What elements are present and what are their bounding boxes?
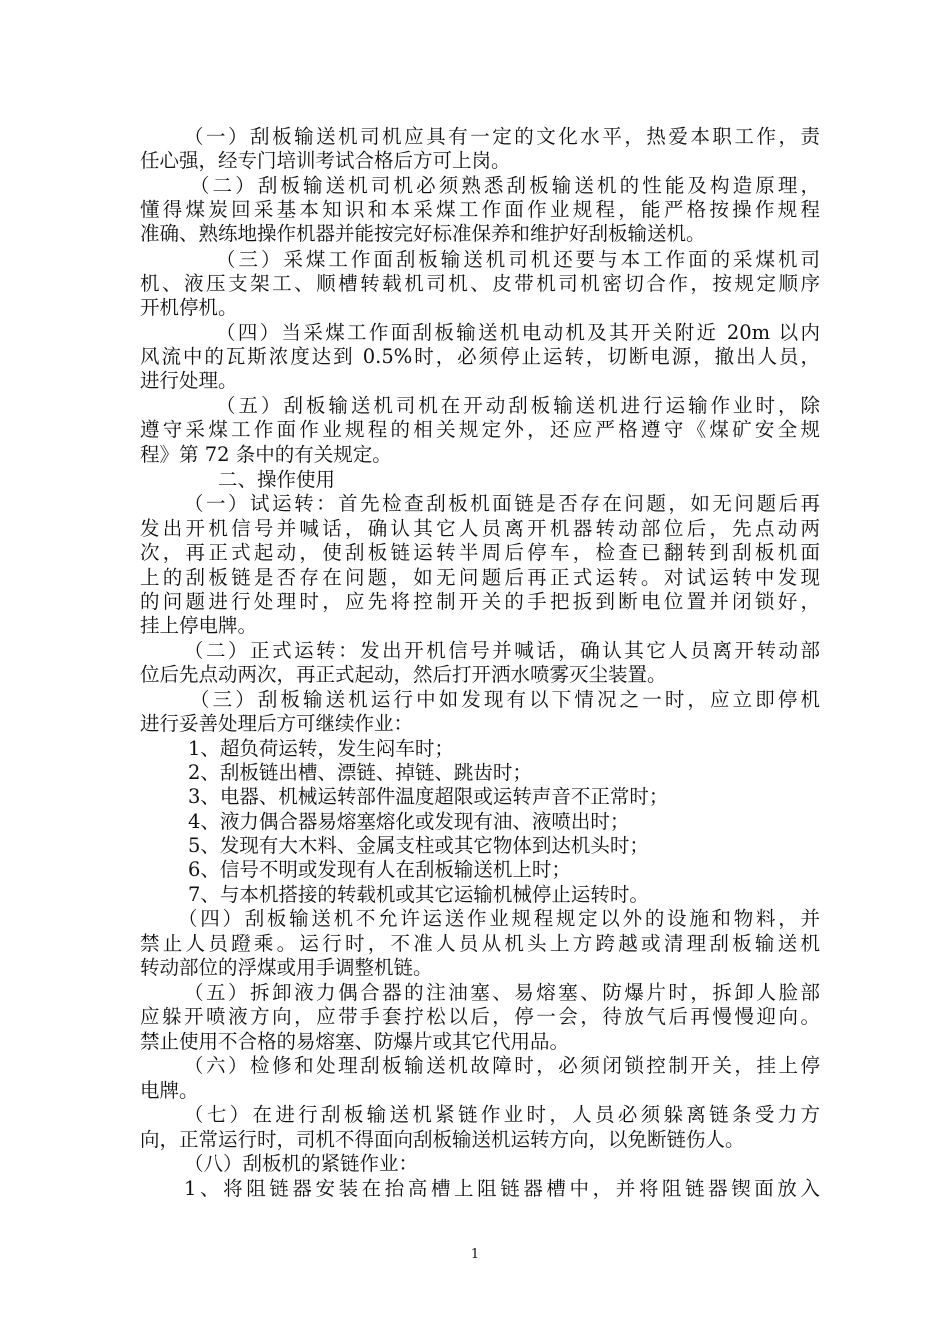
text-line: （八）刮板机的紧链作业： — [184, 1152, 419, 1175]
list-item: 6、信号不明或发现有人在刮板输送机上时； — [188, 858, 571, 881]
text-line: （七）在进行刮板输送机紧链作业时，人员必须躲离链条受力方 — [184, 1103, 820, 1126]
text-line: 程》第 72 条中的有关规定。 — [140, 443, 392, 466]
text-line: （一）试运转：首先检查刮板机面链是否存在问题，如无问题后再 — [184, 492, 820, 515]
text-line: 禁止人员蹬乘。运行时，不准人员从机头上方跨越或清理刮板输送机 — [140, 932, 820, 955]
list-item: 2、刮板链出槽、漂链、掉链、跳齿时； — [188, 761, 532, 784]
text-line: 懂得煤炭回采基本知识和本采煤工作面作业规程，能严格按操作规程 — [140, 198, 820, 221]
text-line: 电牌。 — [140, 1079, 199, 1102]
text-line: 准确、熟练地操作机器并能按完好标准保养和维护好刮板输送机。 — [140, 222, 706, 245]
list-item: 3、电器、机械运转部件温度超限或运转声音不正常时； — [188, 785, 669, 808]
list-item: 1、将阻链器安装在抬高槽上阻链器槽中，并将阻链器锲面放入 — [184, 1177, 820, 1200]
text-line: 风流中的瓦斯浓度达到 0.5%时，必须停止运转，切断电源，撤出人员， — [140, 345, 820, 368]
text-line: （五）拆卸液力偶合器的注油塞、易熔塞、防爆片时，拆卸人脸部 — [184, 981, 820, 1004]
text-line: （四）当采煤工作面刮板输送机电动机及其开关附近 20m 以内 — [216, 321, 820, 344]
text-line: 上的刮板链是否存在问题，如无问题后再正式运转。对试运转中发现 — [140, 566, 820, 589]
list-item: 1、超负荷运转，发生闷车时； — [188, 737, 454, 760]
text-line: 进行处理。 — [140, 369, 238, 392]
text-line: （二）正式运转：发出开机信号并喊话，确认其它人员离开转动部 — [184, 639, 820, 662]
text-line: 开机停机。 — [140, 296, 238, 319]
text-line: （四）刮板输送机不允许运送作业规程规定以外的设施和物料，并 — [178, 907, 820, 930]
text-line: （三）采煤工作面刮板输送机司机还要与本工作面的采煤机司 — [216, 248, 820, 271]
text-line: 挂上停电牌。 — [140, 614, 258, 637]
text-line: 进行妥善处理后方可继续作业： — [140, 712, 414, 735]
text-line: 禁止使用不合格的易熔塞、防爆片或其它代用品。 — [140, 1030, 570, 1053]
text-line: （一）刮板输送机司机应具有一定的文化水平，热爱本职工作，责 — [184, 125, 820, 148]
list-item: 4、液力偶合器易熔塞熔化或发现有油、液喷出时； — [188, 810, 630, 833]
text-line: 应躲开喷液方向，应带手套拧松以后，停一会，待放气后再慢慢迎向。 — [140, 1005, 820, 1028]
text-line: 向，正常运行时，司机不得面向刮板输送机运转方向，以免断链伤人。 — [140, 1128, 745, 1151]
page-number: 1 — [470, 1247, 480, 1262]
section-heading: 二、操作使用 — [218, 468, 336, 491]
text-line: （二）刮板输送机司机必须熟悉刮板输送机的性能及构造原理， — [190, 174, 820, 197]
text-line: 发出开机信号并喊话，确认其它人员离开机器转动部位后，先点动两 — [140, 517, 820, 540]
text-line: （三）刮板输送机运行中如发现有以下情况之一时，应立即停机 — [190, 688, 820, 711]
text-line: （六）检修和处理刮板输送机故障时，必须闭锁控制开关，挂上停 — [184, 1054, 820, 1077]
text-line: 遵守采煤工作面作业规程的相关规定外，还应严格遵守《煤矿安全规 — [140, 418, 820, 441]
text-line: 转动部位的浮煤或用手调整机链。 — [140, 956, 433, 979]
text-line: 位后先点动两次，再正式起动，然后打开洒水喷雾灭尘装置。 — [140, 663, 667, 686]
text-line: 机、液压支架工、顺槽转载机司机、皮带机司机密切合作，按规定顺序 — [140, 272, 820, 295]
text-line: 任心强，经专门培训考试合格后方可上岗。 — [140, 149, 511, 172]
list-item: 7、与本机搭接的转载机或其它运输机械停止运转时。 — [188, 883, 649, 906]
text-line: （五）刮板输送机司机在开动刮板输送机进行运输作业时，除 — [216, 394, 820, 417]
text-line: 的问题进行处理时，应先将控制开关的手把扳到断电位置并闭锁好， — [140, 590, 820, 613]
text-line: 次，再正式起动，使刮板链运转半周后停车，检查已翻转到刮板机面 — [140, 541, 820, 564]
list-item: 5、发现有大木料、金属支柱或其它物体到达机头时； — [188, 834, 649, 857]
